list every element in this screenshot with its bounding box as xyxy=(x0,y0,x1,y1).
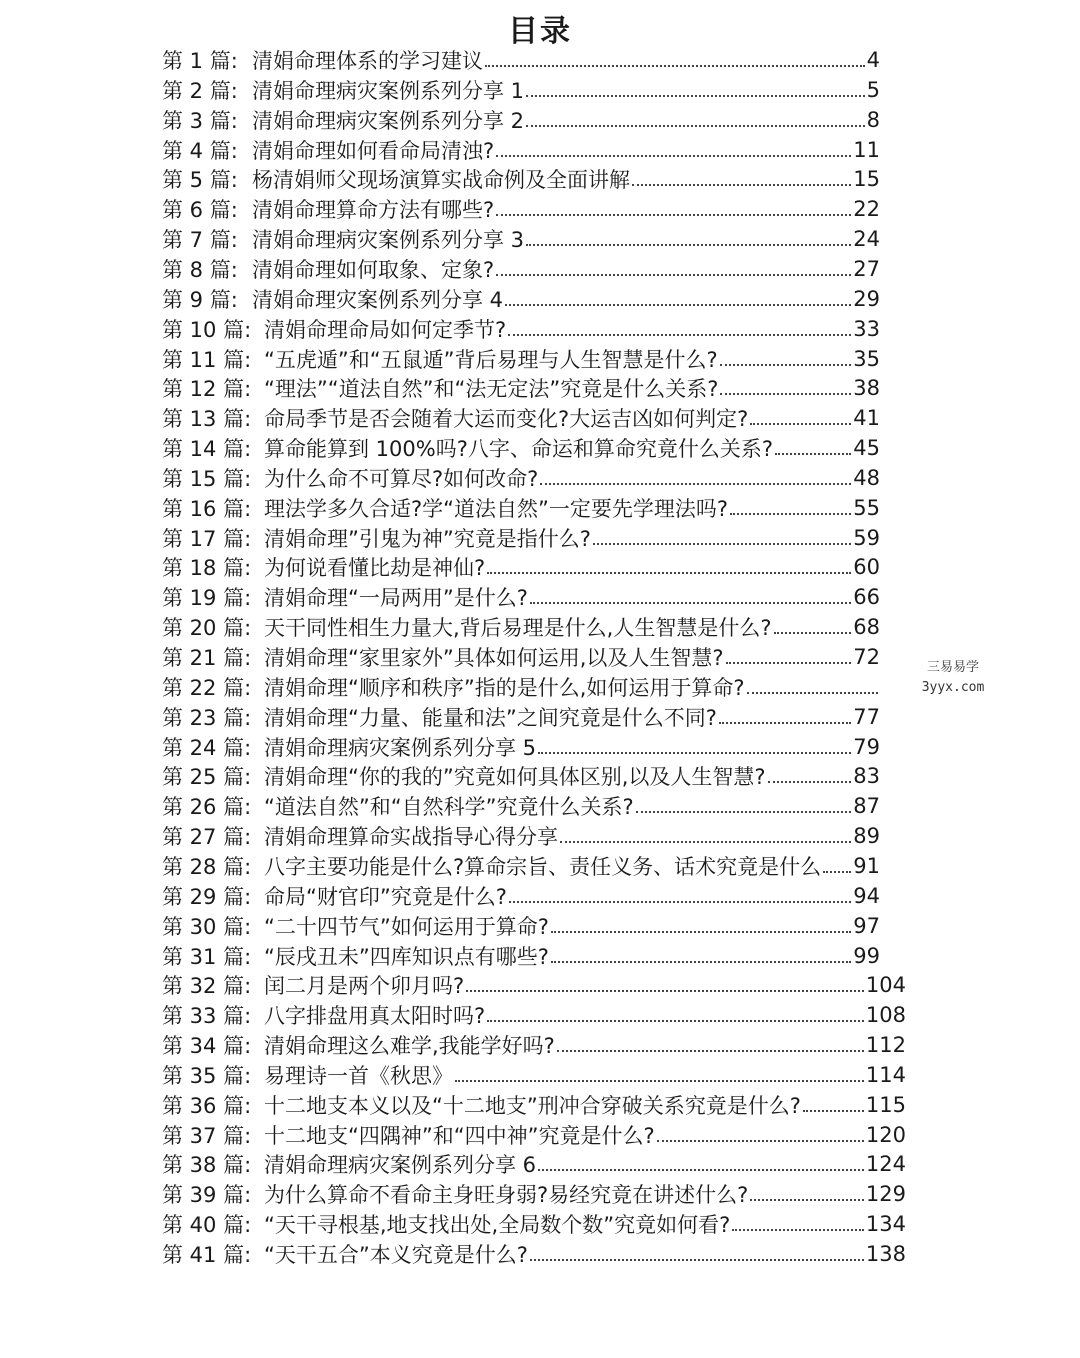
toc-leader-dots xyxy=(803,1110,864,1112)
toc-entry-number: 第 7 篇: xyxy=(162,228,238,253)
toc-entry xyxy=(162,164,880,194)
toc-entry xyxy=(162,821,880,851)
toc-entry-number: 第 13 篇: xyxy=(162,407,252,432)
toc-entry-title: 清娟命理病灾案例系列分享 6 xyxy=(264,1153,537,1178)
toc-leader-dots xyxy=(632,184,851,186)
toc-entry-number: 第 39 篇: xyxy=(162,1183,252,1208)
watermark xyxy=(908,658,998,698)
toc-entry xyxy=(162,702,880,732)
toc-leader-dots xyxy=(560,841,851,843)
toc-entry-number: 第 32 篇: xyxy=(162,974,252,999)
toc-entry-title: 易理诗一首《秋思》 xyxy=(264,1063,453,1088)
toc-entry-number: 第 16 篇: xyxy=(162,496,252,521)
toc-entry-number: 第 31 篇: xyxy=(162,944,252,969)
toc-leader-dots xyxy=(551,931,851,933)
toc-entry-number: 第 14 篇: xyxy=(162,437,252,462)
toc-entry-page: 104 xyxy=(865,973,906,998)
toc-entry xyxy=(162,403,880,433)
toc-entry-page: 114 xyxy=(865,1062,906,1087)
toc-entry xyxy=(162,135,880,165)
toc-entry-number: 第 26 篇: xyxy=(162,795,252,820)
toc-entry-page: 79 xyxy=(853,734,880,759)
toc-entry-title: 清娟命理算命实战指导心得分享 xyxy=(264,825,558,850)
toc-entry-number: 第 1 篇: xyxy=(162,49,238,73)
toc-leader-dots xyxy=(526,244,851,246)
toc-entry xyxy=(162,1030,906,1060)
toc-leader-dots xyxy=(526,125,865,127)
toc-leader-dots xyxy=(747,692,878,694)
toc-entry xyxy=(162,1179,906,1209)
toc-leader-dots xyxy=(496,155,851,157)
toc-leader-dots xyxy=(557,1050,864,1052)
toc-leader-dots xyxy=(466,990,864,992)
toc-entry xyxy=(162,642,880,672)
toc-entry-page: 124 xyxy=(865,1152,906,1177)
toc-entry-page: 138 xyxy=(865,1242,906,1266)
toc-entry xyxy=(162,582,880,612)
toc-leader-dots xyxy=(750,423,851,425)
toc-leader-dots xyxy=(530,602,851,604)
toc-entry xyxy=(162,194,880,224)
toc-entry-title: 命局“财官印”究竟是什么? xyxy=(264,884,507,909)
toc-entry-number: 第 10 篇: xyxy=(162,317,252,342)
toc-entry-title: 清娟命理这么难学,我能学好吗? xyxy=(264,1034,555,1059)
toc-entry-title: 杨清娟师父现场演算实战命例及全面讲解 xyxy=(252,168,630,193)
toc-entry-page: 4 xyxy=(866,48,880,72)
toc-entry-title: “天干五合”本义究竟是什么? xyxy=(264,1243,528,1267)
toc-leader-dots xyxy=(775,453,851,455)
toc-leader-dots xyxy=(485,65,865,67)
toc-entry-number: 第 20 篇: xyxy=(162,616,252,641)
toc-entry-page: 108 xyxy=(865,1003,906,1028)
toc-leader-dots xyxy=(487,1020,864,1022)
toc-entry-title: 清娟命理“你的我的”究竟如何具体区别,以及人生智慧? xyxy=(264,765,766,790)
toc-entry-page: 27 xyxy=(853,256,880,281)
toc-entry xyxy=(162,105,880,135)
toc-entry-page: 11 xyxy=(853,137,880,162)
toc-leader-dots xyxy=(823,871,851,873)
toc-entry-title: 十二地支“四隅神”和“四中神”究竟是什么? xyxy=(264,1123,655,1148)
toc-leader-dots xyxy=(719,722,851,724)
toc-entry-page: 45 xyxy=(853,436,880,461)
toc-leader-dots xyxy=(526,95,865,97)
toc-entry-title: “二十四节气”如何运用于算命? xyxy=(264,914,549,939)
toc-entry-title: 八字排盘用真太阳时吗? xyxy=(264,1004,486,1029)
toc-entry-number: 第 4 篇: xyxy=(162,138,238,163)
toc-entry-title: 清娟命理病灾案例系列分享 3 xyxy=(252,228,525,253)
page-title: 目录 xyxy=(508,14,572,49)
toc-entry-number: 第 17 篇: xyxy=(162,526,252,551)
watermark-line-1: 三易易学 xyxy=(926,660,979,675)
toc-entry-number: 第 33 篇: xyxy=(162,1004,252,1029)
toc-entry-page: 89 xyxy=(853,824,880,849)
toc-entry-number: 第 37 篇: xyxy=(162,1123,252,1148)
toc-leader-dots xyxy=(496,274,851,276)
toc-entry xyxy=(162,881,880,911)
toc-entry-number: 第 38 篇: xyxy=(162,1153,252,1178)
toc-entry-number: 第 40 篇: xyxy=(162,1213,252,1238)
toc-leader-dots xyxy=(530,1259,864,1261)
toc-entry-title: 清娟命理算命方法有哪些? xyxy=(252,198,495,223)
toc-entry-page: 97 xyxy=(853,913,880,938)
toc-entry-page: 94 xyxy=(853,883,880,908)
toc-entry-title: “五虎遁”和“五鼠遁”背后易理与人生智慧是什么? xyxy=(264,347,718,372)
toc-entry-number: 第 11 篇: xyxy=(162,347,252,372)
toc-entry-page: 87 xyxy=(853,794,880,819)
toc-entry-number: 第 9 篇: xyxy=(162,287,238,312)
toc-entry xyxy=(162,1149,906,1179)
toc-leader-dots xyxy=(750,1199,864,1201)
toc-entry-title: 清娟命理病灾案例系列分享 2 xyxy=(252,108,525,133)
toc-entry xyxy=(162,1000,906,1030)
toc-entry-title: 天干同性相生力量大,背后易理是什么,人生智慧是什么? xyxy=(264,616,772,641)
toc-leader-dots xyxy=(768,781,852,783)
toc-entry-page: 41 xyxy=(853,406,880,431)
toc-entry xyxy=(162,851,880,881)
toc-entry-number: 第 27 篇: xyxy=(162,825,252,850)
toc-entry-number: 第 24 篇: xyxy=(162,735,252,760)
toc-entry-title: 清娟命理病灾案例系列分享 5 xyxy=(264,735,537,760)
toc-entry-page: 91 xyxy=(853,853,880,878)
toc-entry-number: 第 35 篇: xyxy=(162,1063,252,1088)
toc-leader-dots xyxy=(508,334,851,336)
toc-entry-title: 清娟命理命局如何定季节? xyxy=(264,317,507,342)
toc-entry-number: 第 41 篇: xyxy=(162,1243,252,1267)
toc-entry-number: 第 19 篇: xyxy=(162,586,252,611)
toc-entry-title: 清娟命理“顺序和秩序”指的是什么,如何运用于算命? xyxy=(264,675,745,700)
toc-entry-number: 第 34 篇: xyxy=(162,1034,252,1059)
toc-leader-dots xyxy=(487,572,851,574)
toc-entry xyxy=(162,791,880,821)
toc-entry-page: 129 xyxy=(865,1182,906,1207)
toc-entry-title: 闰二月是两个卯月吗? xyxy=(264,974,465,999)
toc-leader-dots xyxy=(496,214,851,216)
toc-entry-number: 第 6 篇: xyxy=(162,198,238,223)
toc-entry-page: 33 xyxy=(853,316,880,341)
toc-entry-title: 十二地支本义以及“十二地支”刑冲合穿破关系究竟是什么? xyxy=(264,1093,801,1118)
toc-entry-number: 第 25 篇: xyxy=(162,765,252,790)
toc-entry xyxy=(162,1120,906,1150)
toc-entry-number: 第 28 篇: xyxy=(162,854,252,879)
toc-leader-dots xyxy=(732,1229,864,1231)
toc-entry-number: 第 8 篇: xyxy=(162,257,238,282)
toc-leader-dots xyxy=(538,1169,864,1171)
toc-leader-dots xyxy=(774,632,852,634)
watermark-line-2: 3yyx.com xyxy=(921,680,985,695)
toc-entry xyxy=(162,254,880,284)
toc-entry-page: 83 xyxy=(853,764,880,789)
toc-entry-title: “天干寻根基,地支找出处,全局数个数”究竟如何看? xyxy=(264,1213,731,1238)
toc-leader-dots xyxy=(657,1140,864,1142)
toc-entry-page: 5 xyxy=(866,77,880,102)
toc-entry xyxy=(162,493,880,523)
toc-entry xyxy=(162,941,880,971)
toc-entry-title: 清娟命理“力量、能量和法”之间究竟是什么不同? xyxy=(264,705,717,730)
toc-entry-page: 77 xyxy=(853,704,880,729)
toc-entry-page: 68 xyxy=(853,615,880,640)
toc-entry-number: 第 5 篇: xyxy=(162,168,238,193)
toc-entry-page: 112 xyxy=(865,1033,906,1058)
toc-leader-dots xyxy=(636,811,852,813)
toc-entry xyxy=(162,761,880,791)
toc-entry xyxy=(162,314,880,344)
toc-entry-number: 第 3 篇: xyxy=(162,108,238,133)
toc-entry xyxy=(162,344,880,374)
toc-entry-page: 72 xyxy=(853,645,880,669)
toc-entry xyxy=(162,224,880,254)
toc-entry xyxy=(162,75,880,105)
toc-entry-title: “辰戌丑未”四库知识点有哪些? xyxy=(264,944,549,969)
toc-entry-number: 第 23 篇: xyxy=(162,705,252,730)
toc-leader-dots xyxy=(538,752,851,754)
toc-entry-title: “道法自然”和“自然科学”究竟什么关系? xyxy=(264,795,634,820)
toc-entry-title: 为什么算命不看命主身旺身弱?易经究竟在讲述什么? xyxy=(264,1183,749,1208)
toc-leader-dots xyxy=(540,483,851,485)
toc-entry-page: 8 xyxy=(866,107,880,132)
toc-entry-page: 48 xyxy=(853,465,880,490)
toc-entry xyxy=(162,911,880,941)
toc-leader-dots xyxy=(593,543,851,545)
toc-entry xyxy=(162,45,880,75)
toc-leader-dots xyxy=(720,393,851,395)
toc-entry-page: 59 xyxy=(853,525,880,550)
toc-entry xyxy=(162,970,906,1000)
toc-entry-title: 清娟命理”引鬼为神”究竟是指什么? xyxy=(264,526,591,551)
toc-entry-title: 为何说看懂比劫是神仙? xyxy=(264,556,486,581)
toc-entry-title: 清娟命理“家里家外”具体如何运用,以及人生智慧? xyxy=(264,646,724,670)
toc-entry-title: 清娟命理“一局两用”是什么? xyxy=(264,586,528,611)
toc-entry-page: 35 xyxy=(853,346,880,371)
toc-entry-title: 算命能算到 100%吗?八字、命运和算命究竟什么关系? xyxy=(264,437,774,462)
toc-entry xyxy=(162,284,880,314)
toc-entry-number: 第 22 篇: xyxy=(162,675,252,700)
toc-entry-page: 99 xyxy=(853,943,880,968)
toc-entry-page: 24 xyxy=(853,227,880,252)
toc-entry-number: 第 30 篇: xyxy=(162,914,252,939)
toc-entry xyxy=(162,523,880,553)
toc-entry-page: 115 xyxy=(865,1092,906,1117)
toc-entry-title: 清娟命理灾案例系列分享 4 xyxy=(252,287,504,312)
toc-entry-page: 22 xyxy=(853,197,880,222)
toc-entry-number: 第 2 篇: xyxy=(162,78,238,103)
toc-entry-page: 120 xyxy=(865,1122,906,1147)
toc-entry xyxy=(162,672,880,702)
toc-entry-number: 第 29 篇: xyxy=(162,884,252,909)
toc-entry xyxy=(162,433,880,463)
toc-leader-dots xyxy=(505,304,851,306)
toc-entry xyxy=(162,463,880,493)
toc-entry-number: 第 21 篇: xyxy=(162,646,252,670)
toc-entry xyxy=(162,552,880,582)
toc-entry xyxy=(162,373,880,403)
toc-entry-title: 命局季节是否会随着大运而变化?大运吉凶如何判定? xyxy=(264,407,749,432)
toc-entry-number: 第 18 篇: xyxy=(162,556,252,581)
toc-entry-page: 38 xyxy=(853,376,880,401)
toc-entry-page: 55 xyxy=(853,495,880,520)
toc-entry-number: 第 12 篇: xyxy=(162,377,252,402)
toc-entry-title: 清娟命理体系的学习建议 xyxy=(252,49,483,73)
toc-leader-dots xyxy=(551,961,851,963)
toc-entry-title: 清娟命理病灾案例系列分享 1 xyxy=(252,78,525,103)
toc-leader-dots xyxy=(730,513,851,515)
toc-entry-title: 清娟命理如何取象、定象? xyxy=(252,257,495,282)
toc-entry-title: 清娟命理如何看命局清浊? xyxy=(252,138,495,163)
toc-entry-page: 66 xyxy=(853,585,880,610)
toc-entry xyxy=(162,1060,906,1090)
toc-entry xyxy=(162,1209,906,1239)
toc-entry-title: 八字主要功能是什么?算命宗旨、责任义务、话术究竟是什么 xyxy=(264,854,822,879)
toc-leader-dots xyxy=(726,662,852,664)
toc-entry-number: 第 36 篇: xyxy=(162,1093,252,1118)
toc-entry xyxy=(162,732,880,762)
toc-entry-title: “理法”“道法自然”和“法无定法”究竟是什么关系? xyxy=(264,377,719,402)
toc-entry xyxy=(162,612,880,642)
toc-entry-page: 60 xyxy=(853,555,880,580)
toc-leader-dots xyxy=(720,364,852,366)
toc-entry-page: 29 xyxy=(853,286,880,311)
toc-entry-number: 第 15 篇: xyxy=(162,466,252,491)
toc-entry-page: 15 xyxy=(853,167,880,192)
toc-entry-page: 134 xyxy=(865,1212,906,1237)
toc-entry xyxy=(162,1239,906,1269)
toc-leader-dots xyxy=(455,1080,864,1082)
toc-leader-dots xyxy=(509,901,851,903)
toc-entry xyxy=(162,1090,906,1120)
toc-entry-title: 为什么命不可算尽?如何改命? xyxy=(264,466,539,491)
toc-entry-title: 理法学多久合适?学“道法自然”一定要先学理法吗? xyxy=(264,496,729,521)
